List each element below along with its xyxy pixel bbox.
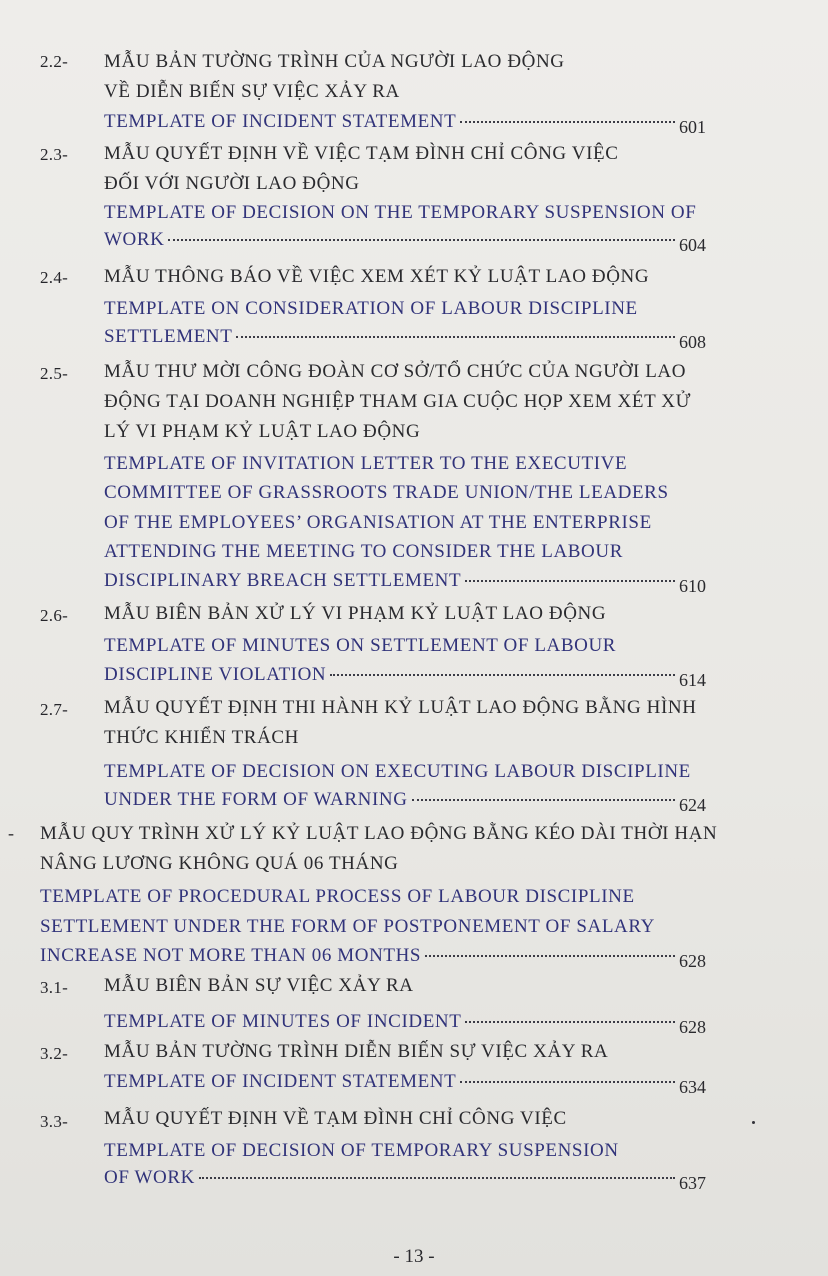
dot-leader [465,1020,675,1023]
entry-title-vi: LÝ VI PHẠM KỶ LUẬT LAO ĐỘNG [104,421,421,442]
entry-title-en: DISCIPLINE VIOLATION [104,664,327,685]
toc-leader-line [104,1011,706,1037]
page-number: 628 [679,951,706,971]
dot-leader [412,798,675,801]
page-number: 628 [679,1017,706,1037]
entry-title-vi: ĐỘNG TẠI DOANH NGHIỆP THAM GIA CUỘC HỌP XEM XÉT XỬ [104,391,691,412]
entry-title-en: COMMITTEE OF GRASSROOTS TRADE UNION/THE LEADERS [104,482,669,503]
entry-title-en: TEMPLATE OF PROCEDURAL PROCESS OF LABOUR DISCIPLINE [40,886,635,907]
entry-title-vi: VỀ DIỄN BIẾN SỰ VIỆC XẢY RA [104,81,400,102]
entry-title-en: TEMPLATE OF DECISION ON THE TEMPORARY SUSPENSION OF [104,202,697,223]
page-number: 608 [679,332,706,352]
entry-title-vi: MẪU BIÊN BẢN XỬ LÝ VI PHẠM KỶ LUẬT LAO ĐỘNG [104,603,607,624]
entry-title-vi: MẪU BIÊN BẢN SỰ VIỆC XẢY RA [104,975,414,996]
entry-title-vi: MẪU THƯ MỜI CÔNG ĐOÀN CƠ SỞ/TỔ CHỨC CỦA NGƯỜI LAO [104,361,687,382]
page-number: 610 [679,576,706,596]
page-number: 637 [679,1173,706,1193]
entry-title-vi: MẪU QUYẾT ĐỊNH VỀ VIỆC TẠM ĐÌNH CHỈ CÔNG VIỆC [104,143,619,164]
dot-leader [199,1176,675,1179]
page-number: 634 [679,1077,706,1097]
toc-leader-line [104,111,706,137]
toc-leader-line [104,1167,706,1193]
toc-leader-line [104,1071,706,1097]
entry-title-en: OF THE EMPLOYEES’ ORGANISATION AT THE ENTERPRISE [104,512,652,533]
entry-title-en: TEMPLATE OF DECISION ON EXECUTING LABOUR DISCIPLINE [104,761,691,782]
page-number: 624 [679,795,706,815]
dot-leader [465,579,675,582]
entry-number: 2.4- [40,268,69,287]
entry-number: 3.3- [40,1112,69,1131]
entry-number: 2.6- [40,606,69,625]
toc-leader-line [40,945,706,971]
entry-title-vi: THỨC KHIỂN TRÁCH [104,727,299,748]
entry-title-vi: NÂNG LƯƠNG KHÔNG QUÁ 06 THÁNG [40,853,399,874]
entry-number: 2.7- [40,700,69,719]
page-number: 604 [679,235,706,255]
dot-leader [425,954,675,957]
dot-leader [460,1080,675,1083]
entry-title-en: UNDER THE FORM OF WARNING [104,789,408,810]
entry-title-vi: MẪU BẢN TƯỜNG TRÌNH DIỄN BIẾN SỰ VIỆC XẢY RA [104,1041,609,1062]
entry-title-en: INCREASE NOT MORE THAN 06 MONTHS [40,945,422,966]
entry-title-en: DISCIPLINARY BREACH SETTLEMENT [104,570,462,591]
entry-number: 3.1- [40,978,69,997]
entry-number: 2.5- [40,364,69,383]
toc-leader-line [104,664,706,690]
dot-leader [236,335,675,338]
toc-leader-line [104,326,706,352]
ink-speck [752,1121,755,1124]
toc-leader-line [104,229,706,255]
entry-title-en: ATTENDING THE MEETING TO CONSIDER THE LABOUR [104,541,623,562]
entry-title-vi: MẪU THÔNG BÁO VỀ VIỆC XEM XÉT KỶ LUẬT LAO ĐỘNG [104,266,650,287]
entry-title-en: OF WORK [104,1167,195,1188]
entry-title-en: TEMPLATE OF INCIDENT STATEMENT [104,1071,457,1092]
page-number: 601 [679,117,706,137]
entry-title-en: SETTLEMENT [104,326,233,347]
entry-title-vi: MẪU QUYẾT ĐỊNH VỀ TẠM ĐÌNH CHỈ CÔNG VIỆC [104,1108,567,1129]
entry-title-en: TEMPLATE OF MINUTES ON SETTLEMENT OF LABOUR [104,635,617,656]
dot-leader [168,238,675,241]
page-footer-number: - 13 - [393,1246,435,1267]
entry-title-vi: ĐỐI VỚI NGƯỜI LAO ĐỘNG [104,173,360,194]
entry-title-en: TEMPLATE ON CONSIDERATION OF LABOUR DISCIPLINE [104,298,638,319]
entry-title-en: TEMPLATE OF INCIDENT STATEMENT [104,111,457,132]
entry-number: 2.3- [40,145,69,164]
entry-title-vi: MẪU BẢN TƯỜNG TRÌNH CỦA NGƯỜI LAO ĐỘNG [104,51,565,72]
toc-leader-line [104,789,706,815]
dot-leader [460,120,675,123]
entry-number: 3.2- [40,1044,69,1063]
toc-leader-line [104,570,706,596]
entry-title-en: TEMPLATE OF INVITATION LETTER TO THE EXECUTIVE [104,453,628,474]
dot-leader [330,673,675,676]
entry-title-en: TEMPLATE OF DECISION OF TEMPORARY SUSPENSION [104,1140,619,1161]
entry-title-vi: MẪU QUYẾT ĐỊNH THI HÀNH KỶ LUẬT LAO ĐỘNG BẰNG HÌNH [104,697,697,718]
entry-title-vi: MẪU QUY TRÌNH XỬ LÝ KỶ LUẬT LAO ĐỘNG BẰNG KÉO DÀI THỜI HẠN [40,823,718,844]
entry-title-en: TEMPLATE OF MINUTES OF INCIDENT [104,1011,462,1032]
page-number: 614 [679,670,706,690]
entry-bullet: - [8,823,14,843]
entry-number: 2.2- [40,52,69,71]
entry-title-en: WORK [104,229,165,250]
entry-title-en: SETTLEMENT UNDER THE FORM OF POSTPONEMENT OF SALARY [40,916,655,937]
